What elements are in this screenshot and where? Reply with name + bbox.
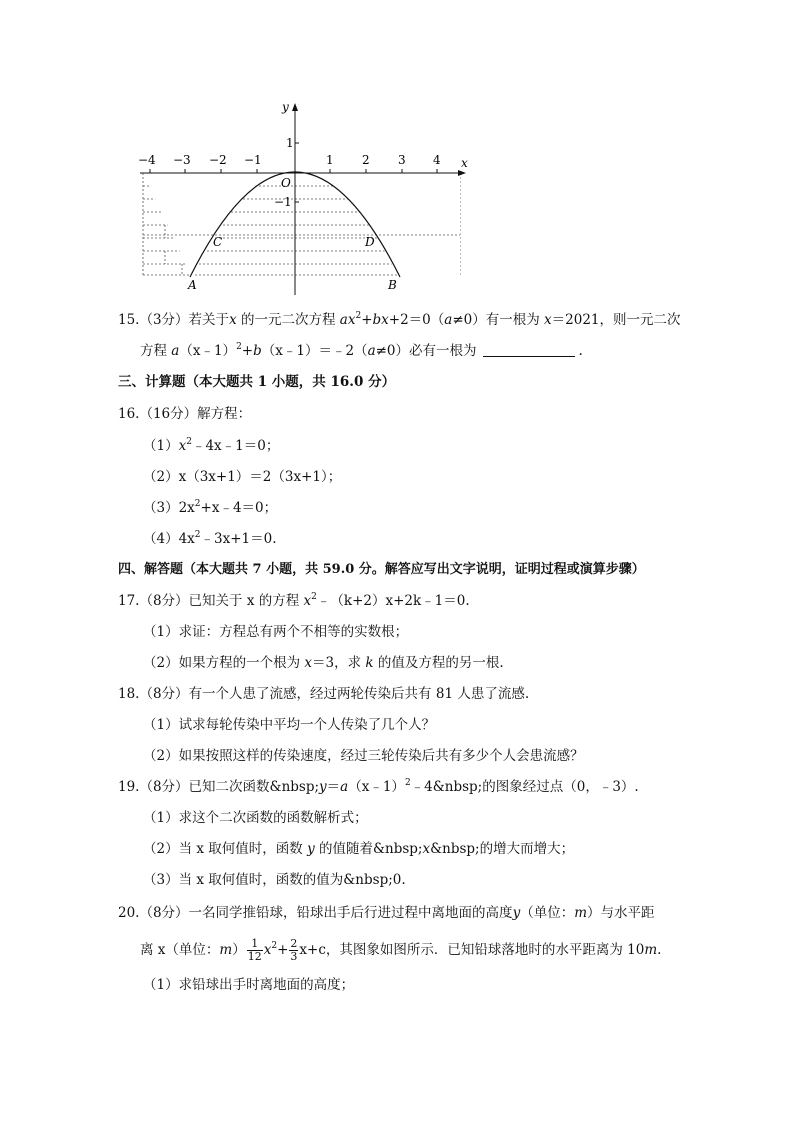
q18-item-1: （1）试求每轮传染中平均一个人传染了几个人？ <box>143 717 436 733</box>
q15-var: a <box>367 343 376 359</box>
q15-text: 的一元二次方程 <box>236 312 340 328</box>
x-tick-label: 3 <box>398 153 406 167</box>
q15-text: +2＝0（ <box>388 312 445 328</box>
q15-text: ≠0）必有一根为 <box>375 343 477 359</box>
q17-var: k <box>365 655 374 671</box>
q20-text: ） <box>232 942 246 958</box>
exponent: 2 <box>194 499 201 509</box>
brick-wall <box>143 173 460 275</box>
x-axis-label: x <box>461 156 468 170</box>
q17-title <box>118 591 470 611</box>
q15-var: a <box>444 312 453 328</box>
q19-item-3: （3）当 x 取何值时，函数的值为&nbsp;0. <box>143 872 406 888</box>
y-tick-label: −1 <box>274 195 292 209</box>
q20-title <box>118 903 655 923</box>
exponent: 2 <box>271 941 278 951</box>
origin-label: O <box>281 176 291 190</box>
q15-text: . <box>578 343 583 359</box>
q19-text: ＝ <box>326 779 341 795</box>
q15-var: x <box>229 312 237 328</box>
q16-text: ﹣3x+1＝0. <box>200 531 277 547</box>
q17-item-2 <box>143 653 504 673</box>
fraction-numerator: 2 <box>290 937 298 950</box>
x-tick-label: −2 <box>209 153 227 167</box>
q16-text: （1） <box>143 438 179 454</box>
q16-text: （4）4x <box>143 531 195 547</box>
q15-text: + <box>361 312 373 328</box>
q17-text: 17.（8分）已知关于 x 的方程 <box>118 593 304 609</box>
q17-text: 的值及方程的另一根. <box>373 655 504 671</box>
q16-item-3 <box>143 498 277 518</box>
q20-var: y <box>512 905 521 921</box>
y-axis-label: y <box>282 100 289 114</box>
answer-blank[interactable] <box>483 342 575 357</box>
q15-var: b <box>253 343 262 359</box>
x-tick-label: −4 <box>138 153 156 167</box>
x-tick-label: 2 <box>362 153 370 167</box>
q19-title <box>118 777 639 797</box>
q16-item-1 <box>143 436 279 456</box>
q15-text: （x﹣1） <box>179 343 237 359</box>
q20-line-2 <box>140 935 661 965</box>
q19-item-1: （1）求这个二次函数的函数解析式； <box>143 810 368 826</box>
exponent: 2 <box>355 311 362 321</box>
q18-item-2: （2）如果按照这样的传染速度，经过三轮传染后共有多少个人会患流感？ <box>143 748 584 764</box>
exponent: 2 <box>311 592 317 602</box>
exponent: 2 <box>186 437 192 447</box>
x-axis-arrow <box>458 170 466 176</box>
q20-text: 离 x（单位： <box>140 942 220 958</box>
q19-text: （x﹣1） <box>348 779 405 795</box>
exponent: 2 <box>236 342 242 352</box>
q20-text: + <box>277 942 289 958</box>
section-4-heading: 四、解答题（本大题共 7 小题，共 59.0 分。解答应写出文字说明，证明过程或演算步骤） <box>118 562 645 577</box>
q19-var: y <box>307 841 315 857</box>
exponent: 2 <box>404 778 411 788</box>
fraction-2-3 <box>289 938 298 963</box>
q20-var: m <box>219 942 233 958</box>
x-tick-label: −1 <box>244 153 262 167</box>
q20-text: （单位： <box>520 905 575 921</box>
q15-text: 方程 <box>140 343 172 359</box>
point-d-label: D <box>365 235 375 249</box>
q15-text: （x﹣1）＝﹣2（ <box>261 343 368 359</box>
q20-var: m <box>644 942 658 958</box>
x-tick-label: 1 <box>326 153 334 167</box>
q20-text: ）与水平距 <box>587 905 655 921</box>
q16-text: （3）2x <box>143 500 195 516</box>
exponent: 2 <box>194 530 201 540</box>
q19-var: a <box>340 779 349 795</box>
q15-var: a <box>171 343 180 359</box>
x-tick-label: 4 <box>433 153 441 167</box>
q19-text: &nbsp;的增大而增大； <box>430 841 575 857</box>
q15-text: ＝2021，则一元二次 <box>551 312 681 328</box>
q16-item-2: （2）x（3x+1）＝2（3x+1）； <box>143 469 342 485</box>
q20-var: x <box>263 942 272 958</box>
point-a-label: A <box>188 278 197 292</box>
q16-title: 16.（16分）解方程： <box>118 406 252 422</box>
q19-var: x <box>422 841 431 857</box>
q17-var: x <box>304 655 313 671</box>
q20-var: m <box>574 905 588 921</box>
q19-text: （2）当 x 取何值时，函数 <box>143 841 308 857</box>
fraction-1-12 <box>247 938 263 963</box>
q15-line-1 <box>118 310 681 330</box>
q20-item-1: （1）求铅球出手时离地面的高度； <box>143 977 355 993</box>
q15-text: ≠0）有一根为 <box>452 312 545 328</box>
section-3-heading: 三、计算题（本大题共 1 小题，共 16.0 分） <box>118 374 396 390</box>
q20-text: 20.（8分）一名同学推铅球，铅球出手后行进过程中离地面的高度 <box>118 905 513 921</box>
q16-text: ﹣4x﹣1＝0； <box>191 438 280 454</box>
bridge-parabola-figure <box>130 95 480 295</box>
y-axis-arrow <box>292 103 298 111</box>
q20-text: . <box>657 942 662 958</box>
q17-text: ﹣（k+2）x+2k﹣1＝0. <box>316 593 470 609</box>
x-tick-label: −3 <box>173 153 191 167</box>
q17-item-1: （1）求证：方程总有两个不相等的实数根； <box>143 624 409 640</box>
fraction-denominator: 12 <box>247 950 262 963</box>
q15-var: bx <box>372 312 389 328</box>
q17-text: （2）如果方程的一个根为 <box>143 655 305 671</box>
q15-text: 15.（3分）若关于 <box>118 312 230 328</box>
q15-text: + <box>241 343 254 359</box>
q17-var: x <box>303 593 312 609</box>
q19-item-2 <box>143 839 574 859</box>
q17-text: ＝3，求 <box>312 655 366 671</box>
point-c-label: C <box>213 235 223 249</box>
q16-text: +x﹣4＝0； <box>200 500 278 516</box>
q15-var: ax <box>339 312 356 328</box>
q18-title: 18.（8分）有一个人患了流感，经过两轮传染后共有 81 人患了流感. <box>118 686 530 702</box>
q16-item-4 <box>143 529 277 549</box>
q19-text: 19.（8分）已知二次函数&nbsp; <box>118 779 320 795</box>
fraction-denominator: 3 <box>290 950 298 963</box>
q19-var: y <box>319 779 327 795</box>
q20-text: x+c，其图象如图所示．已知铅球落地时的水平距离为 10 <box>299 942 645 958</box>
q15-line-2 <box>140 341 583 361</box>
y-tick-label: 1 <box>286 136 294 150</box>
q19-text: 的值随着&nbsp; <box>314 841 423 857</box>
point-b-label: B <box>388 278 397 292</box>
q15-var: x <box>544 312 552 328</box>
fraction-numerator: 1 <box>247 938 263 951</box>
q16-var: x <box>178 438 187 454</box>
q19-text: ﹣4&nbsp;的图象经过点（0，﹣3）. <box>410 779 639 795</box>
